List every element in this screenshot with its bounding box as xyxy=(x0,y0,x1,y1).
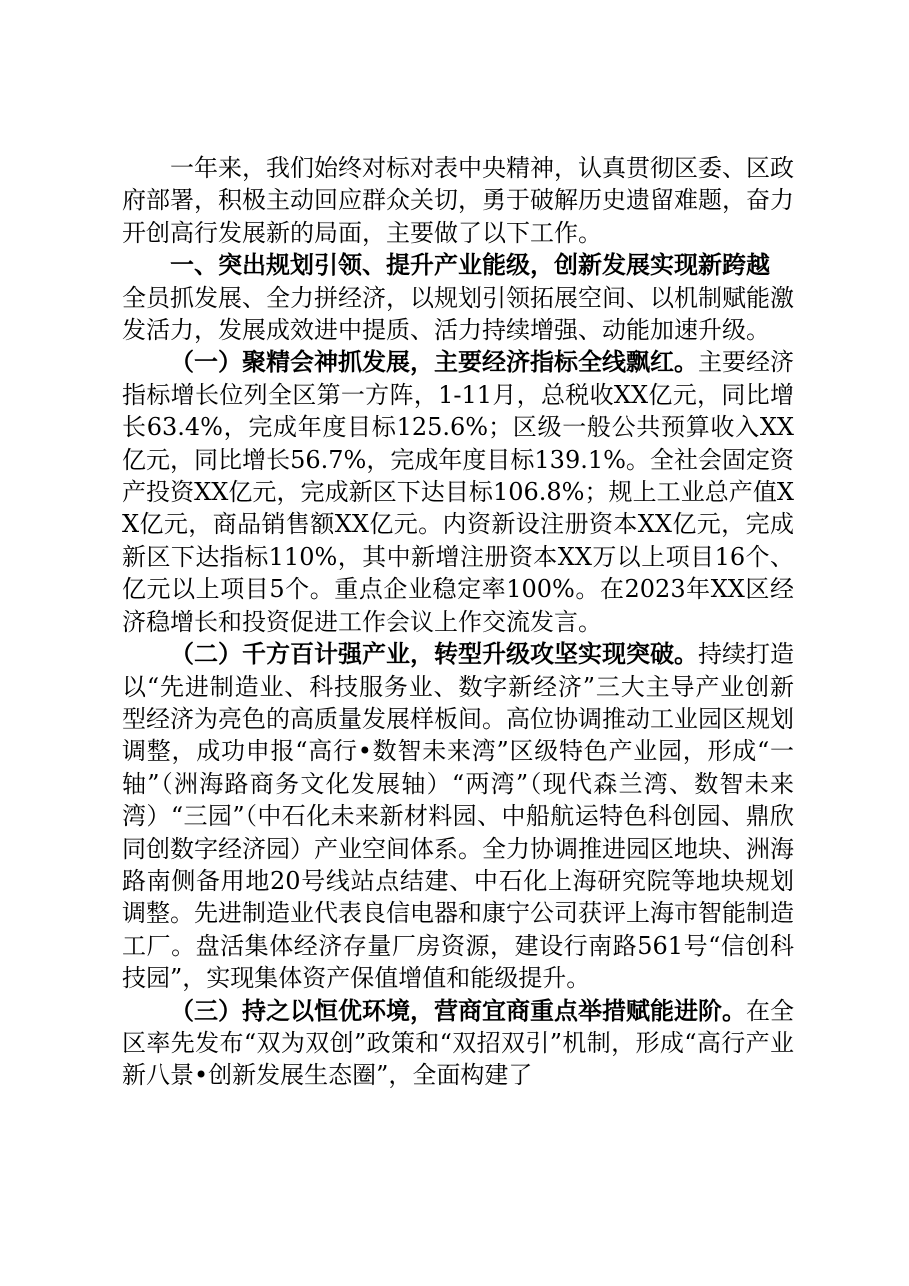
item-body-3: 在全区率先发布“双为双创”政策和“双招双引”机制，形成“高行产业新八景•创新发展生态圈”，全面构建了 xyxy=(122,996,794,1090)
item-lead-2: （二）千方百计强产业，转型升级攻坚实现突破。 xyxy=(170,639,698,669)
item-body-1: 主要经济指标增长位列全区第一方阵，1-11月，总税收XX亿元，同比增长63.4%，完成年度目标125.6%；区级一般公共预算收入XX亿元，同比增长56.7%，完成年度目标139.1%。全社会固定资产投资XX亿元，完成新区下达目标106.8%；规上工业总产值XX亿元，商品销售额XX亿元。内资新设注册资本XX亿元，完成新区下达指标110%，其中新增注册资本XX万以上项目16个、亿元以上项目5个。重点企业稳定率100%。在2023年XX区经济稳增长和投资促进工作会议上作交流发言。 xyxy=(122,348,794,636)
document-page xyxy=(122,152,794,1092)
item-lead-3: （三）持之以恒优环境，营商宜商重点举措赋能进阶。 xyxy=(170,995,746,1025)
section-heading: 一、突出规划引领、提升产业能级，创新发展实现新跨越 xyxy=(170,250,770,280)
item-body-2: 持续打造以“先进制造业、科技服务业、数字新经济”三大主导产业创新型经济为亮色的高质量发展样板间。高位协调推动工业园区规划调整，成功申报“高行•数智未来湾”区级特色产业园，形成“一轴”（洲海路商务文化发展轴）“两湾”（现代森兰湾、数智未来湾）“三园”（中石化未来新材料园、中船航运特色科创园、鼎欣同创数字经济园）产业空间体系。全力协调推进园区地块、洲海路南侧备用地20号线站点结建、中石化上海研究院等地块规划调整。先进制造业代表良信电器和康宁公司获评上海市智能制造工厂。盘活集体经济存量厂房资源，建设行南路561号“信创科技园”，实现集体资产保值增值和能级提升。 xyxy=(122,640,794,993)
item-paragraph-1 xyxy=(122,346,794,638)
intro-paragraph: 一年来，我们始终对标对表中央精神，认真贯彻区委、区政府部署，积极主动回应群众关切，勇于破解历史遗留难题，奋力开创高行发展新的局面，主要做了以下工作。 xyxy=(122,154,794,247)
item-lead-1: （一）聚精会神抓发展，主要经济指标全线飘红。 xyxy=(170,347,698,377)
item-paragraph-3 xyxy=(122,995,794,1092)
item-paragraph-2 xyxy=(122,638,794,994)
section-body-paragraph: 全员抓发展、全力拼经济，以规划引领拓展空间、以机制赋能激发活力，发展成效进中提质、活力持续增强、动能加速升级。 xyxy=(122,283,794,345)
